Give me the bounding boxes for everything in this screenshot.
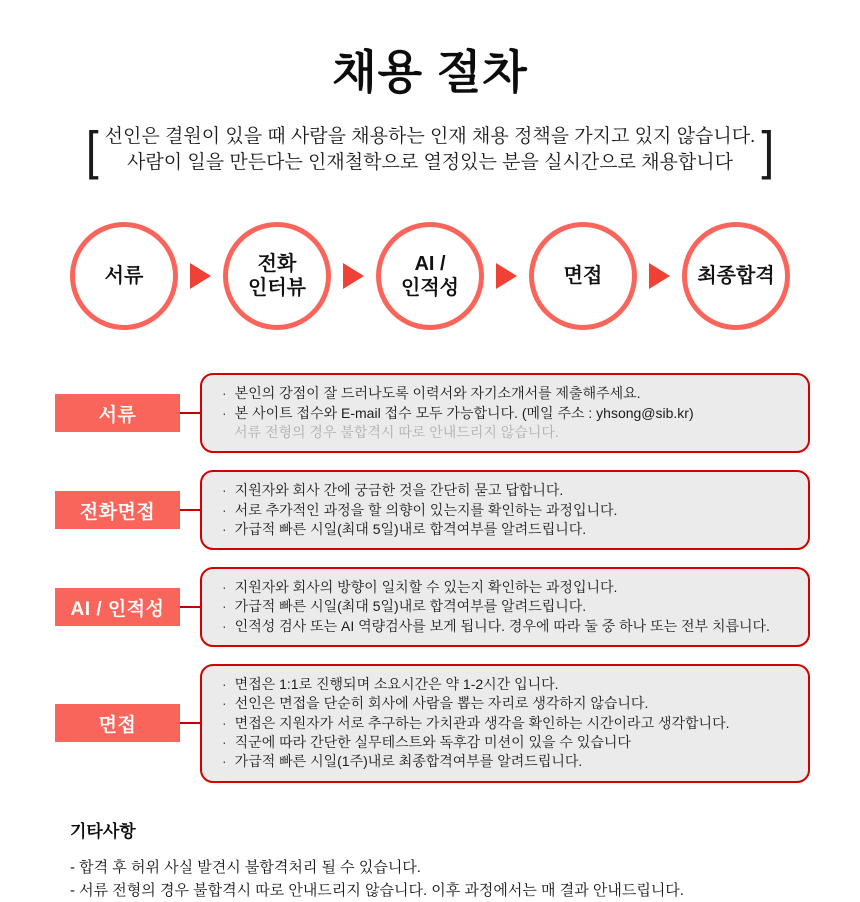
section-label: 면접 [55, 704, 180, 742]
flow-step-label: 전화 [257, 253, 297, 276]
bullet-text: 가급적 빠른 시일(최대 5일)내로 합격여부를 알려드립니다. [234, 520, 587, 537]
section-connector-line [180, 412, 200, 414]
process-flow-diagram [0, 221, 860, 331]
bullet-item [218, 481, 792, 500]
etc-line: - 합격 후 허위 사실 발견시 불합격처리 될 수 있습니다. [70, 858, 421, 876]
bullet-dot-icon: · [222, 617, 227, 634]
bullet-item [218, 733, 792, 752]
section-connector-line [180, 509, 200, 511]
flow-step-circle [682, 222, 790, 330]
process-section-row [0, 664, 860, 783]
bullet-item [218, 617, 792, 636]
bullet-dot-icon: · [222, 385, 227, 402]
bullet-dot-icon: · [222, 520, 227, 537]
bullet-dot-icon: · [222, 734, 227, 751]
section-connector-line [180, 722, 200, 724]
flow-step-circle [529, 222, 637, 330]
bullet-item [218, 384, 792, 403]
process-section-row [0, 567, 860, 647]
process-section-row [0, 373, 860, 453]
flow-arrow-icon [496, 263, 517, 289]
bullet-text: 인적성 검사 또는 AI 역량검사를 보게 됩니다. 경우에 따라 둘 중 하나 또는 전부 치릅니다. [234, 617, 770, 634]
bullet-dot-icon: · [222, 753, 227, 770]
flow-step-label: 인적성 [401, 277, 459, 300]
flow-step-label: 면접 [563, 265, 603, 288]
flow-step-label: 서류 [104, 265, 144, 288]
bullet-dot-icon: · [222, 501, 227, 518]
open-bracket: [ [85, 119, 99, 180]
section-detail-box [200, 470, 810, 550]
bullet-text: 가급적 빠른 시일(1주)내로 최종합격여부를 알려드립니다. [234, 753, 583, 770]
close-bracket: ] [761, 119, 775, 180]
bullet-text: 지원자와 회사 간에 궁금한 것을 간단히 묻고 답합니다. [234, 482, 564, 499]
bullet-dot-icon: · [222, 482, 227, 499]
bullet-item [218, 694, 792, 713]
section-detail-box [200, 567, 810, 647]
bullet-item [218, 675, 792, 694]
section-label: 전화면접 [55, 491, 180, 529]
page-title: 채용 절차 [332, 46, 528, 98]
bullet-text: 가급적 빠른 시일(최대 5일)내로 합격여부를 알려드립니다. [234, 598, 587, 615]
flow-arrow-icon [343, 263, 364, 289]
bullet-dot-icon: · [222, 598, 227, 615]
intro-quote [0, 119, 860, 180]
bullet-dot-icon: · [222, 714, 227, 731]
section-connector-line [180, 606, 200, 608]
bullet-text: 서로 추가적인 과정을 할 의향이 있는지를 확인하는 과정입니다. [234, 501, 618, 518]
bullet-item [218, 501, 792, 520]
flow-step-label: 최종합격 [697, 265, 775, 288]
flow-arrow-icon [649, 263, 670, 289]
bullet-text: 선인은 면접을 단순히 회사에 사람을 뽑는 자리로 생각하지 않습니다. [234, 695, 649, 712]
intro-quote-line-2: 사람이 일을 만든다는 인재철학으로 열정있는 분을 실시간으로 채용합니다 [127, 151, 733, 173]
bullet-item [218, 578, 792, 597]
etc-section [70, 817, 810, 902]
section-label: AI / 인적성 [55, 588, 180, 626]
flow-step-label: 인터뷰 [248, 277, 306, 300]
bullet-text: 본인의 강점이 잘 드러나도록 이력서와 자기소개서를 제출해주세요. [234, 385, 641, 402]
bullet-text: 면접은 지원자가 서로 추구하는 가치관과 생각을 확인하는 시간이라고 생각합니다. [234, 714, 730, 731]
bullet-item [218, 597, 792, 616]
process-section-row [0, 470, 860, 550]
bullet-text: 직군에 따라 간단한 실무테스트와 독후감 미션이 있을 수 있습니다 [234, 734, 631, 751]
bullet-item [218, 520, 792, 539]
etc-line: - 서류 전형의 경우 불합격시 따로 안내드리지 않습니다. 이후 과정에서는 매 결과 안내드립니다. [70, 881, 684, 899]
flow-step-label: AI / [414, 253, 446, 276]
section-label: 서류 [55, 394, 180, 432]
bullet-dot-icon: · [222, 579, 227, 596]
section-gray-note: 서류 전형의 경우 불합격시 따로 안내드리지 않습니다. [234, 423, 559, 440]
bullet-item [218, 714, 792, 733]
bullet-dot-icon: · [222, 404, 227, 421]
process-detail-sections [0, 373, 860, 782]
bullet-text: 본 사이트 접수와 E-mail 접수 모두 가능합니다. (메일 주소 : yhsong@sib.kr) [234, 404, 694, 421]
flow-step-circle [223, 222, 331, 330]
section-detail-box [200, 664, 810, 783]
section-detail-box [200, 373, 810, 453]
flow-step-circle [70, 222, 178, 330]
bullet-item [218, 752, 792, 771]
bullet-dot-icon: · [222, 676, 227, 693]
bullet-text: 지원자와 회사의 방향이 일치할 수 있는지 확인하는 과정입니다. [234, 579, 618, 596]
intro-quote-lines [105, 124, 756, 175]
intro-quote-line-1: 선인은 결원이 있을 때 사람을 채용하는 인재 채용 정책을 가지고 있지 않습니다. [104, 126, 756, 147]
bullet-text: 면접은 1:1로 진행되며 소요시간은 약 1-2시간 입니다. [234, 676, 559, 693]
flow-arrow-icon [190, 263, 211, 289]
etc-section-lines [70, 856, 810, 902]
bullet-dot-icon: · [222, 695, 227, 712]
flow-step-circle [376, 222, 484, 330]
bullet-item [218, 404, 792, 423]
etc-section-title: 기타사항 [70, 821, 136, 841]
